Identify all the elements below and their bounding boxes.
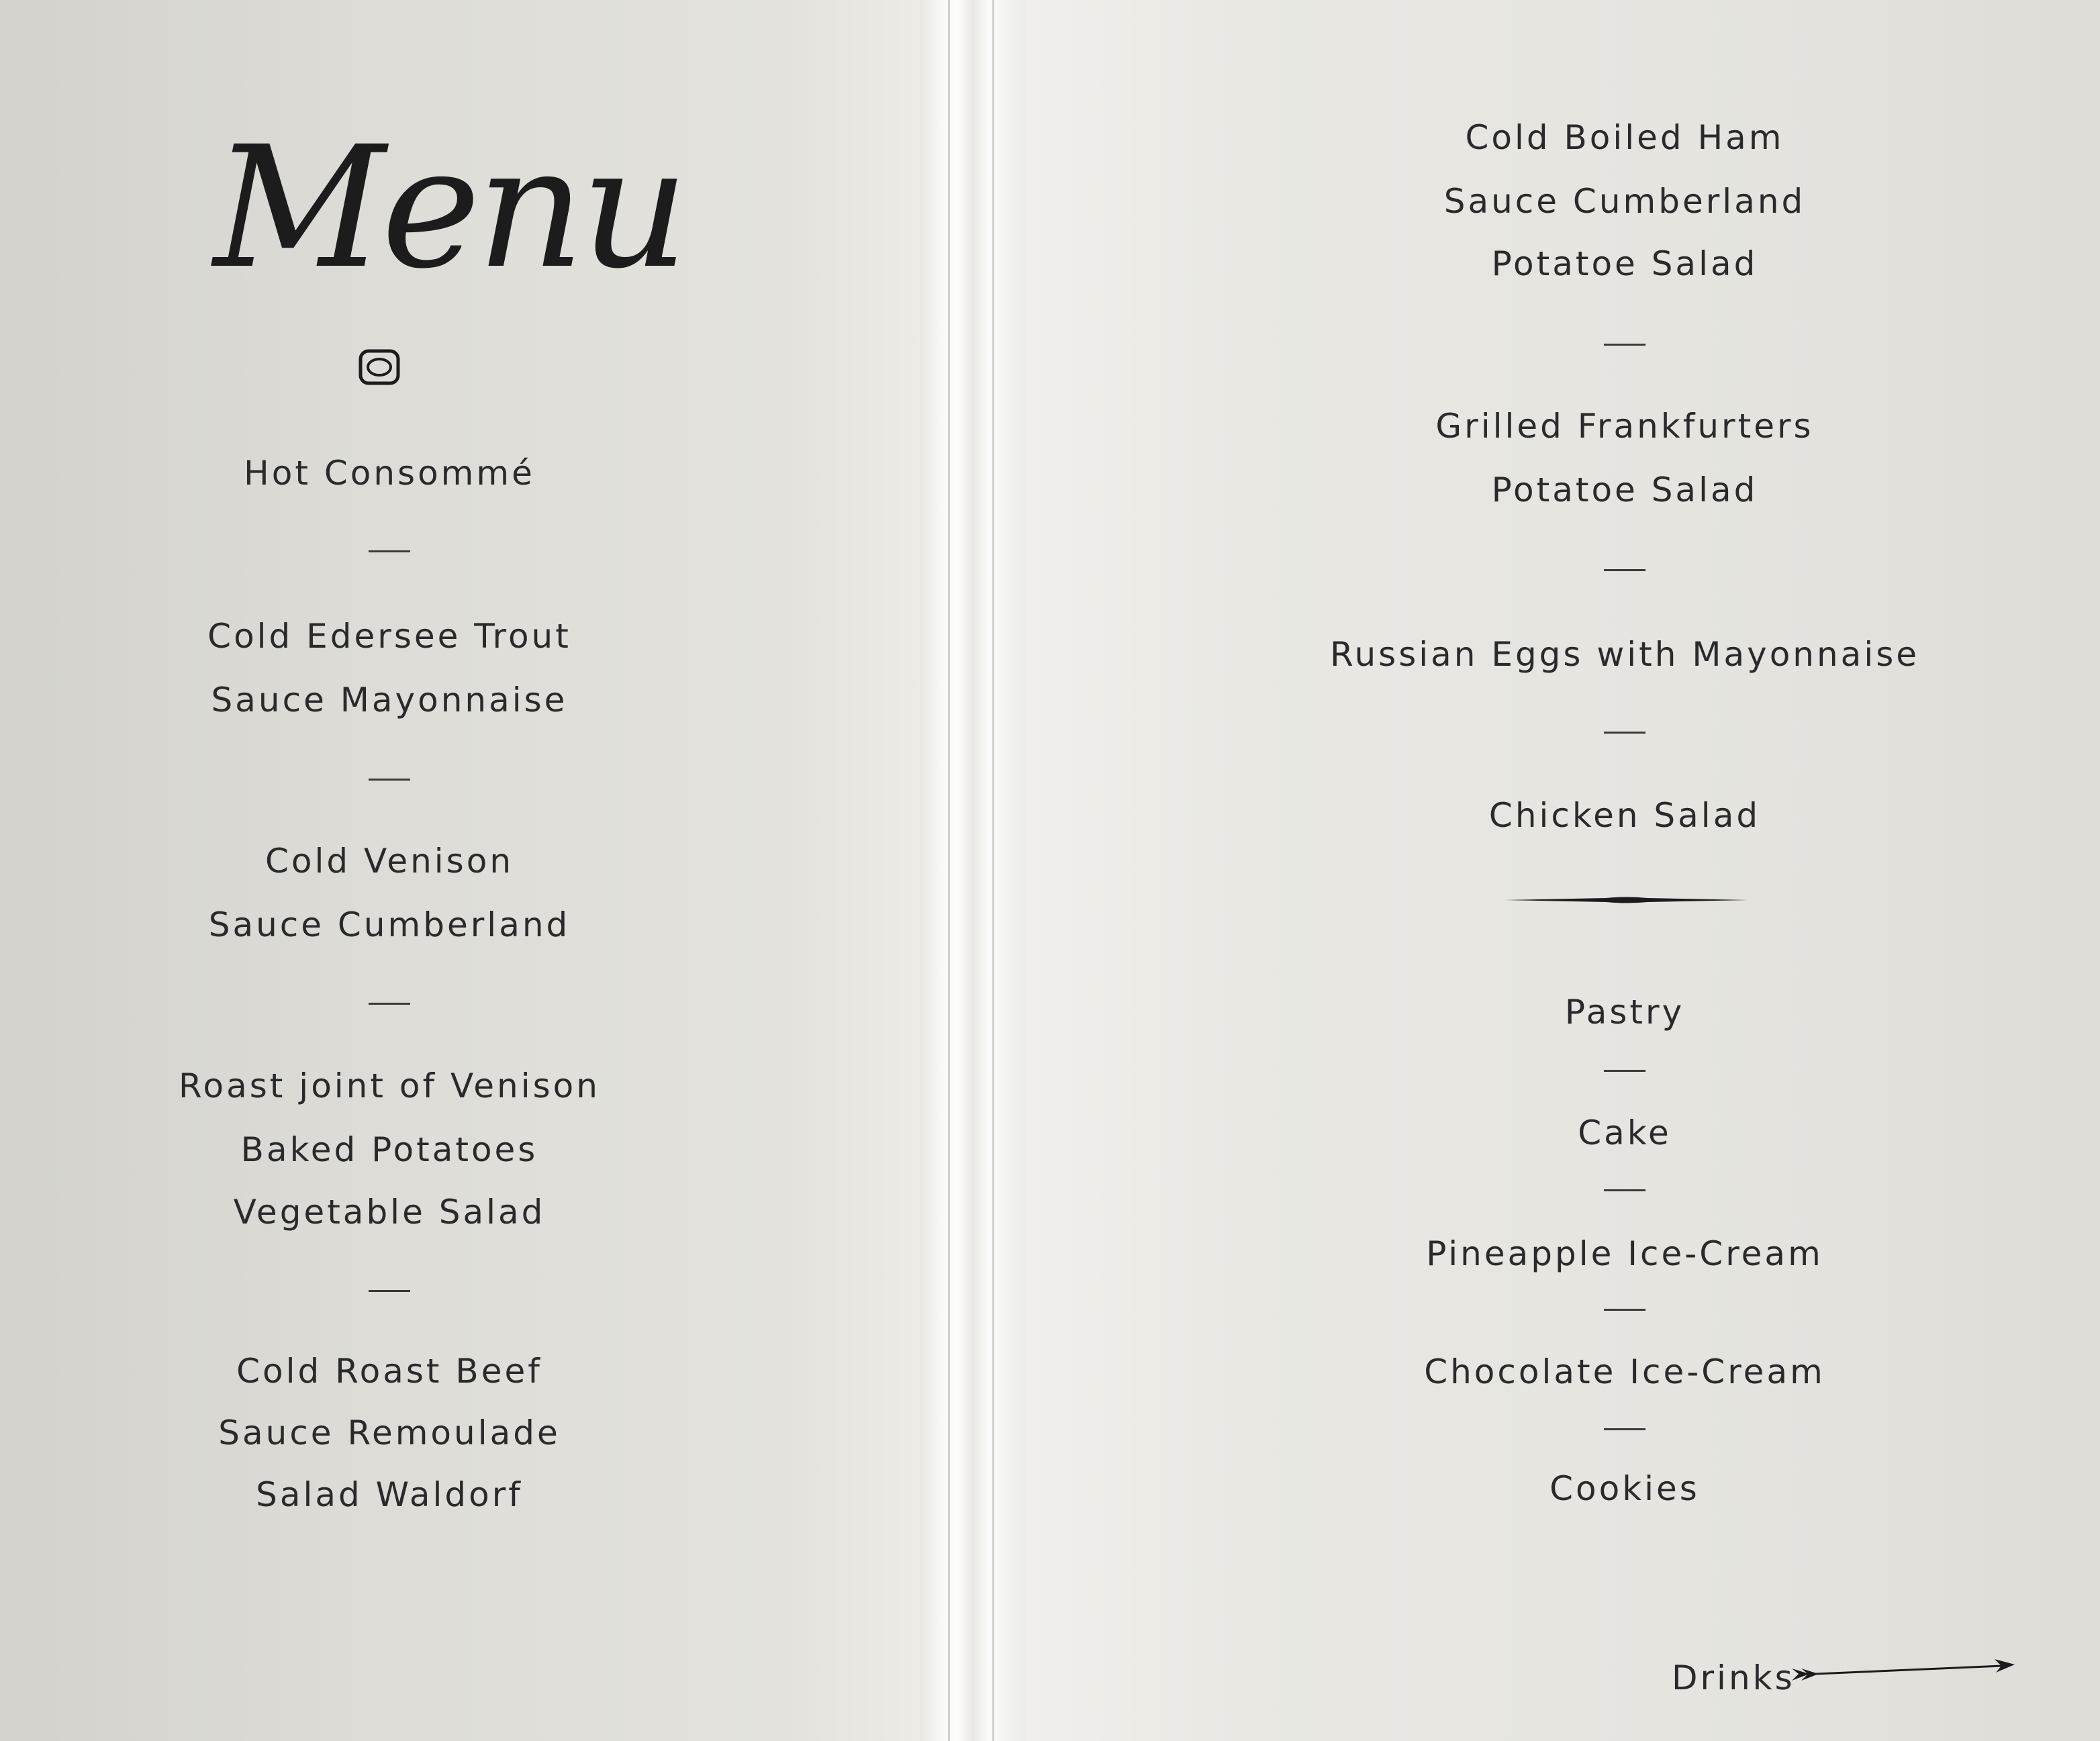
menu-item: Potatoe Salad xyxy=(1491,244,1758,283)
menu-item: Sauce Mayonnaise xyxy=(211,681,568,719)
menu-item: Cold Roast Beef xyxy=(236,1352,542,1391)
menu-item: Baked Potatoes xyxy=(240,1130,538,1169)
course-separator xyxy=(1604,344,1645,346)
menu-item: Russian Eggs with Mayonnaise xyxy=(1329,635,1920,674)
course-separator xyxy=(369,779,410,781)
course-separator xyxy=(1604,732,1645,734)
ornament-icon xyxy=(359,349,400,385)
menu-item: Grilled Frankfurters xyxy=(1435,407,1814,446)
course-separator xyxy=(369,550,410,552)
menu-item: Hot Consommé xyxy=(244,454,535,493)
menu-item: Vegetable Salad xyxy=(233,1193,546,1232)
course-separator xyxy=(369,1290,410,1292)
menu-item: Cake xyxy=(1578,1113,1672,1152)
menu-item: Sauce Remoulade xyxy=(218,1413,561,1452)
menu-item: Pineapple Ice-Cream xyxy=(1426,1234,1823,1273)
course-separator xyxy=(1604,1189,1645,1191)
menu-item: Roast joint of Venison xyxy=(179,1066,600,1105)
course-separator xyxy=(1604,1309,1645,1311)
menu-item: Chocolate Ice-Cream xyxy=(1424,1352,1825,1391)
menu-item: Cookies xyxy=(1549,1469,1700,1508)
menu-item: Cold Edersee Trout xyxy=(207,617,571,656)
menu-item: Salad Waldorf xyxy=(256,1475,523,1514)
drinks-label: Drinks xyxy=(1672,1658,1795,1697)
menu-item: Cold Boiled Ham xyxy=(1465,118,1784,157)
course-separator xyxy=(1604,569,1645,571)
course-separator xyxy=(369,1003,410,1005)
menu-title: Menu xyxy=(213,110,685,305)
tapered-rule-icon xyxy=(1505,895,1748,905)
menu-item: Chicken Salad xyxy=(1488,796,1761,835)
menu-item: Cold Venison xyxy=(265,842,514,881)
course-separator xyxy=(1604,1070,1645,1072)
menu-item: Sauce Cumberland xyxy=(1443,182,1806,221)
menu-item: Potatoe Salad xyxy=(1491,470,1758,509)
course-separator xyxy=(1604,1428,1645,1430)
menu-item: Sauce Cumberland xyxy=(208,905,571,944)
page-fold xyxy=(920,0,1027,1741)
menu-item: Pastry xyxy=(1564,993,1685,1032)
arrow-right-icon xyxy=(1789,1652,2017,1693)
